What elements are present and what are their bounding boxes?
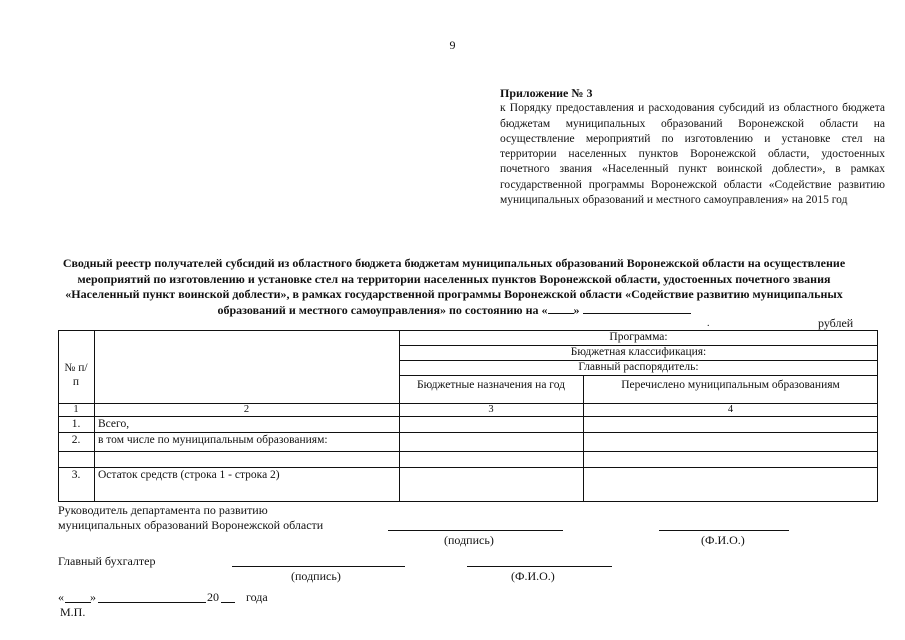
table-line <box>58 451 878 452</box>
date-quote-close: » <box>90 590 96 604</box>
col-number: 1 <box>73 404 79 415</box>
row-number: 2. <box>71 434 81 446</box>
table-line <box>58 432 878 433</box>
accountant-signature-label: (подпись) <box>291 569 341 583</box>
heading-quote-open: « <box>541 302 548 317</box>
table-border-bottom <box>58 501 878 502</box>
appendix-block <box>500 86 885 208</box>
date-day-line <box>65 602 91 603</box>
date-month-blank <box>583 303 691 314</box>
table-line <box>58 416 878 417</box>
page-number: 9 <box>449 38 456 52</box>
document-heading <box>48 256 860 318</box>
table-line <box>583 375 584 502</box>
col4-header: Перечислено муниципальным образованиям <box>621 379 840 391</box>
appendix-title: Приложение № 3 <box>500 86 593 100</box>
head-fio-label: (Ф.И.О.) <box>701 533 745 547</box>
date-year: 20 <box>207 590 219 604</box>
date-quote-open: « <box>58 590 64 604</box>
col-number: 3 <box>488 404 494 415</box>
row-number: 3. <box>71 469 81 481</box>
head-title-line2: муниципальных образований Воронежской области <box>58 518 324 532</box>
col3-header: Бюджетные назначения на год <box>416 379 566 391</box>
heading-quote-close: » <box>573 302 580 317</box>
main-manager-label: Главный распорядитель: <box>578 361 699 373</box>
col-number: 2 <box>243 404 250 415</box>
date-year-line <box>221 602 235 603</box>
accountant-fio-label: (Ф.И.О.) <box>511 569 555 583</box>
appendix-text: к Порядку предоставления и расходования субсидий из областного бюджета бюджетам муниципальных образований Воронежской области на осуществление мероприятий по изготовлению и установке стел на территории населенных пунктов Воронежской области, удостоенных почетного звания «Населенный пункт воинской доблести», в рамках государственной программы Воронежской области «Содействие развитию муниципальных образований и местного самоуправления» на 2015 год <box>500 102 885 207</box>
units-label: рублей <box>818 316 854 330</box>
stamp-label: М.П. <box>60 605 86 619</box>
date-day-blank <box>548 303 574 314</box>
table-line <box>58 467 878 468</box>
budget-class-label: Бюджетная классификация: <box>570 346 707 358</box>
row-label: в том числе по муниципальным образованиям: <box>98 434 328 446</box>
row-label: Остаток средств (строка 1 - строка 2) <box>98 469 280 481</box>
date-word: года <box>246 590 268 604</box>
table-line <box>399 375 878 376</box>
head-title-line1: Руководитель департамента по развитию <box>58 503 268 517</box>
col-num-header: № п/п <box>64 362 88 388</box>
accountant-title: Главный бухгалтер <box>58 554 156 568</box>
registry-table <box>58 330 878 502</box>
dot-mark: . <box>707 318 710 329</box>
date-month-line <box>98 602 206 603</box>
heading-text: Сводный реестр получателей субсидий из областного бюджета бюджетам муниципальных образований Воронежской области на осуществление мероприятий по изготовлению и установке стел на территории населенных пунктов Воронежской области, удостоенных почетного звания «Населенный пункт воинской доблести», в рамках государственной программы Воронежской области «Содействие развитию муниципальных образований и местного самоуправления» по состоянию на <box>62 256 846 317</box>
table-line <box>94 330 95 502</box>
row-number: 1. <box>71 418 81 430</box>
accountant-fio-line <box>467 566 612 567</box>
col-number: 4 <box>727 404 734 415</box>
head-signature-label: (подпись) <box>444 533 494 547</box>
program-label: Программа: <box>609 331 668 343</box>
head-signature-line <box>388 530 563 531</box>
head-fio-line <box>659 530 789 531</box>
accountant-signature-line <box>232 566 405 567</box>
row-label: Всего, <box>98 418 130 430</box>
